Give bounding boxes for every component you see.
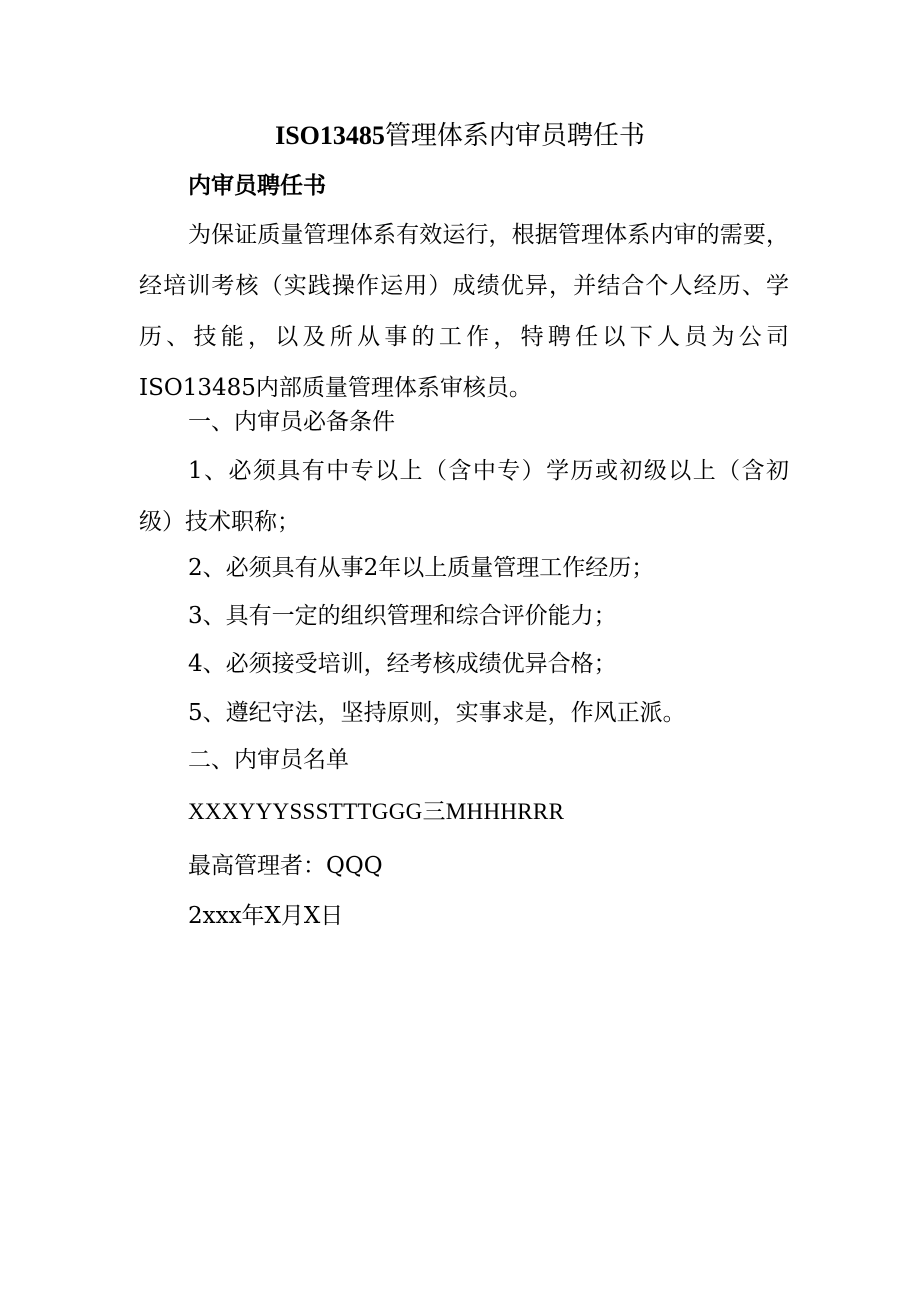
top-manager: 最高管理者：QQQ	[188, 853, 383, 879]
title-text: 管理体系内审员聘任书	[384, 121, 645, 151]
condition-item-1: 1、必须具有中专以上（含中专）学历或初级以上（含初级）技术职称；	[139, 458, 789, 535]
condition-item-5: 5、遵纪守法，坚持原则，实事求是，作风正派。	[188, 700, 686, 726]
intro-paragraph: 为保证质量管理体系有效运行，根据管理体系内审的需要，经培训考核（实践操作运用）成绩优异，并结合个人经历、学历、技能，以及所从事的工作，特聘任以下人员为公司ISO13485内部质量管理体系审核员。	[139, 222, 789, 401]
issue-date: 2xxx年X月X日	[188, 903, 344, 929]
condition-item-2: 2、必须具有从事2年以上质量管理工作经历；	[188, 555, 655, 581]
section1-heading: 一、内审员必备条件	[188, 409, 395, 435]
condition-item-3: 3、具有一定的组织管理和综合评价能力；	[188, 603, 617, 629]
auditor-names: XXXYYYSSSTTTGGG三MHHHRRR	[188, 799, 565, 824]
title-standard-code: ISO13485	[275, 121, 385, 150]
document-subtitle: 内审员聘任书	[188, 172, 326, 199]
condition-item-4: 4、必须接受培训，经考核成绩优异合格；	[188, 651, 617, 677]
section2-heading: 二、内审员名单	[188, 747, 349, 773]
document-title	[0, 116, 920, 156]
